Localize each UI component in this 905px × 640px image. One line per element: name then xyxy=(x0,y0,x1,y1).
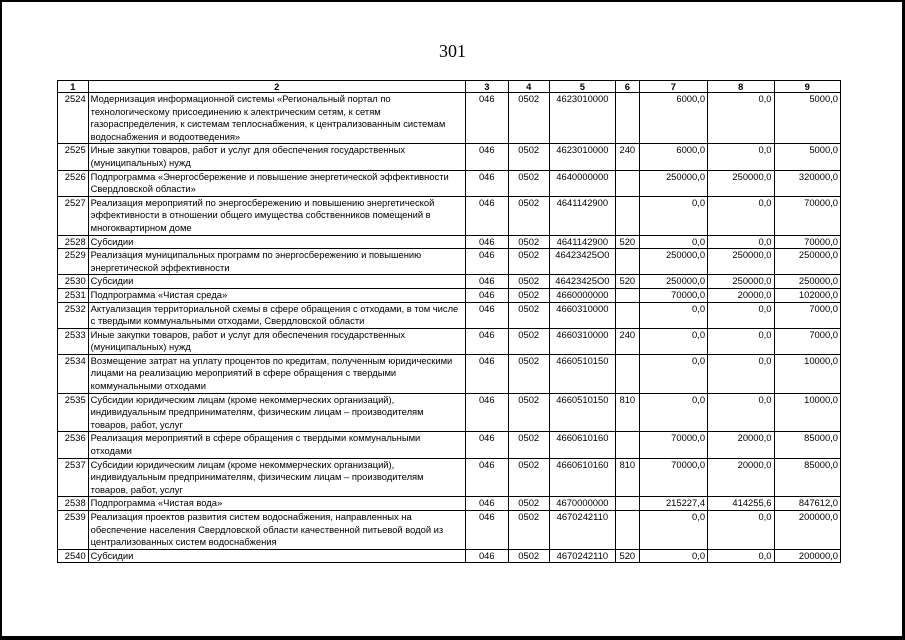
amount-col9: 70000,0 xyxy=(774,196,841,235)
ministry-code: 046 xyxy=(465,549,508,563)
target-article-code: 4623010000 xyxy=(549,93,615,144)
amount-col7: 215227,4 xyxy=(639,497,707,511)
target-article-code: 4623010000 xyxy=(549,144,615,170)
section-code: 0502 xyxy=(508,302,549,328)
amount-col8: 0,0 xyxy=(708,393,774,432)
item-name: Иные закупки товаров, работ и услуг для обеспечения государственных (муниципальных) нужд xyxy=(88,144,465,170)
section-code: 0502 xyxy=(508,511,549,550)
target-article-code: 4670242110 xyxy=(549,511,615,550)
amount-col9: 10000,0 xyxy=(774,354,841,393)
expense-type-code: 810 xyxy=(616,393,640,432)
target-article-code: 4660510150 xyxy=(549,354,615,393)
item-name: Субсидии юридическим лицам (кроме некоммерческих организаций), индивидуальным предпринимателям, физическим лицам – производителям товаров, работ, услуг xyxy=(88,458,465,497)
target-article-code: 4660510150 xyxy=(549,393,615,432)
amount-col7: 0,0 xyxy=(639,354,707,393)
amount-col8: 250000,0 xyxy=(708,170,774,196)
item-name: Субсидии xyxy=(88,549,465,563)
target-article-code: 4660000000 xyxy=(549,288,615,302)
expense-type-code: 240 xyxy=(616,144,640,170)
item-name: Подпрограмма «Чистая среда» xyxy=(88,288,465,302)
amount-col8: 0,0 xyxy=(708,144,774,170)
amount-col9: 5000,0 xyxy=(774,93,841,144)
row-number: 2536 xyxy=(58,432,89,458)
row-number: 2528 xyxy=(58,235,89,249)
item-name: Субсидии xyxy=(88,275,465,289)
amount-col8: 0,0 xyxy=(708,93,774,144)
table-row xyxy=(58,458,841,497)
page-number: 301 xyxy=(439,41,466,61)
amount-col7: 250000,0 xyxy=(639,170,707,196)
amount-col7: 0,0 xyxy=(639,196,707,235)
amount-col7: 250000,0 xyxy=(639,275,707,289)
section-code: 0502 xyxy=(508,328,549,354)
target-article-code: 4660310000 xyxy=(549,302,615,328)
table-row xyxy=(58,497,841,511)
row-number: 2533 xyxy=(58,328,89,354)
table-row xyxy=(58,170,841,196)
row-number: 2525 xyxy=(58,144,89,170)
item-name: Подпрограмма «Чистая вода» xyxy=(88,497,465,511)
amount-col8: 0,0 xyxy=(708,302,774,328)
item-name: Модернизация информационной системы «Региональный портал по технологическому присоединению к электрическим сетям, к сетям газораспределения, к системам теплоснабжения, к централизованным системам водоснабжения и водоотведения» xyxy=(88,93,465,144)
table-row xyxy=(58,354,841,393)
section-code: 0502 xyxy=(508,249,549,275)
target-article-code: 4641142900 xyxy=(549,235,615,249)
header-cell: 3 xyxy=(465,81,508,93)
amount-col8: 0,0 xyxy=(708,549,774,563)
ministry-code: 046 xyxy=(465,511,508,550)
amount-col7: 0,0 xyxy=(639,511,707,550)
expense-type-code: 520 xyxy=(616,549,640,563)
expense-type-code xyxy=(616,354,640,393)
ministry-code: 046 xyxy=(465,288,508,302)
row-number: 2534 xyxy=(58,354,89,393)
header-cell: 8 xyxy=(708,81,774,93)
amount-col7: 0,0 xyxy=(639,235,707,249)
row-number: 2532 xyxy=(58,302,89,328)
header-cell: 5 xyxy=(549,81,615,93)
expense-type-code xyxy=(616,249,640,275)
amount-col8: 20000,0 xyxy=(708,288,774,302)
item-name: Иные закупки товаров, работ и услуг для обеспечения государственных (муниципальных) нужд xyxy=(88,328,465,354)
target-article-code: 4660610160 xyxy=(549,432,615,458)
expense-type-code xyxy=(616,196,640,235)
section-code: 0502 xyxy=(508,288,549,302)
ministry-code: 046 xyxy=(465,93,508,144)
row-number: 2535 xyxy=(58,393,89,432)
expense-type-code xyxy=(616,497,640,511)
row-number: 2538 xyxy=(58,497,89,511)
target-article-code: 4640000000 xyxy=(549,170,615,196)
amount-col8: 250000,0 xyxy=(708,249,774,275)
section-code: 0502 xyxy=(508,497,549,511)
table-header-row xyxy=(58,81,841,93)
table-row xyxy=(58,196,841,235)
ministry-code: 046 xyxy=(465,328,508,354)
section-code: 0502 xyxy=(508,354,549,393)
ministry-code: 046 xyxy=(465,393,508,432)
table-row xyxy=(58,144,841,170)
target-article-code: 4670000000 xyxy=(549,497,615,511)
row-number: 2529 xyxy=(58,249,89,275)
expense-type-code: 240 xyxy=(616,328,640,354)
table-row xyxy=(58,432,841,458)
section-code: 0502 xyxy=(508,432,549,458)
amount-col8: 414255,6 xyxy=(708,497,774,511)
expense-type-code xyxy=(616,302,640,328)
target-article-code: 46423425О0 xyxy=(549,275,615,289)
ministry-code: 046 xyxy=(465,458,508,497)
table-row xyxy=(58,235,841,249)
row-number: 2527 xyxy=(58,196,89,235)
ministry-code: 046 xyxy=(465,170,508,196)
amount-col9: 200000,0 xyxy=(774,549,841,563)
table-row xyxy=(58,549,841,563)
item-name: Актуализация территориальной схемы в сфере обращения с отходами, в том числе с твердыми коммунальными отходами, Свердловской области xyxy=(88,302,465,328)
ministry-code: 046 xyxy=(465,196,508,235)
amount-col9: 85000,0 xyxy=(774,432,841,458)
item-name: Реализация проектов развития систем водоснабжения, направленных на обеспечение населения Свердловской области качественной питьевой водой из централизованных систем водоснабжения xyxy=(88,511,465,550)
header-cell: 7 xyxy=(639,81,707,93)
table-row xyxy=(58,288,841,302)
row-number: 2530 xyxy=(58,275,89,289)
target-article-code: 4660610160 xyxy=(549,458,615,497)
amount-col8: 0,0 xyxy=(708,196,774,235)
row-number: 2526 xyxy=(58,170,89,196)
table-row xyxy=(58,275,841,289)
amount-col8: 0,0 xyxy=(708,511,774,550)
expense-type-code xyxy=(616,511,640,550)
amount-col7: 70000,0 xyxy=(639,432,707,458)
section-code: 0502 xyxy=(508,93,549,144)
page-border-left xyxy=(0,0,2,640)
expense-type-code xyxy=(616,170,640,196)
amount-col7: 0,0 xyxy=(639,302,707,328)
table-row xyxy=(58,328,841,354)
item-name: Субсидии xyxy=(88,235,465,249)
amount-col8: 0,0 xyxy=(708,354,774,393)
item-name: Реализация мероприятий по энергосбережению и повышению энергетической эффективности в отношении общего имущества собственников помещений в многоквартирном доме xyxy=(88,196,465,235)
item-name: Подпрограмма «Энергосбережение и повышение энергетической эффективности Свердловской области» xyxy=(88,170,465,196)
amount-col9: 7000,0 xyxy=(774,302,841,328)
expense-type-code: 520 xyxy=(616,235,640,249)
amount-col7: 0,0 xyxy=(639,393,707,432)
amount-col9: 85000,0 xyxy=(774,458,841,497)
ministry-code: 046 xyxy=(465,144,508,170)
ministry-code: 046 xyxy=(465,432,508,458)
expense-type-code xyxy=(616,432,640,458)
target-article-code: 4670242110 xyxy=(549,549,615,563)
header-cell: 2 xyxy=(88,81,465,93)
ministry-code: 046 xyxy=(465,235,508,249)
item-name: Возмещение затрат на уплату процентов по кредитам, полученным юридическими лицами на реализацию мероприятий в сфере обращения с твердыми коммунальными отходами xyxy=(88,354,465,393)
amount-col7: 250000,0 xyxy=(639,249,707,275)
amount-col9: 70000,0 xyxy=(774,235,841,249)
section-code: 0502 xyxy=(508,458,549,497)
expense-type-code xyxy=(616,93,640,144)
item-name: Реализация муниципальных программ по энергосбережению и повышению энергетической эффективности xyxy=(88,249,465,275)
target-article-code: 46423425О0 xyxy=(549,249,615,275)
expense-type-code xyxy=(616,288,640,302)
section-code: 0502 xyxy=(508,170,549,196)
amount-col8: 20000,0 xyxy=(708,432,774,458)
amount-col7: 0,0 xyxy=(639,328,707,354)
amount-col9: 7000,0 xyxy=(774,328,841,354)
item-name: Субсидии юридическим лицам (кроме некоммерческих организаций), индивидуальным предпринимателям, физическим лицам – производителям товаров, работ, услуг xyxy=(88,393,465,432)
row-number: 2524 xyxy=(58,93,89,144)
header-cell: 1 xyxy=(58,81,89,93)
section-code: 0502 xyxy=(508,393,549,432)
ministry-code: 046 xyxy=(465,302,508,328)
row-number: 2531 xyxy=(58,288,89,302)
amount-col9: 200000,0 xyxy=(774,511,841,550)
ministry-code: 046 xyxy=(465,275,508,289)
target-article-code: 4641142900 xyxy=(549,196,615,235)
expense-type-code: 810 xyxy=(616,458,640,497)
item-name: Реализация мероприятий в сфере обращения с твердыми коммунальными отходами xyxy=(88,432,465,458)
amount-col7: 6000,0 xyxy=(639,144,707,170)
expense-type-code: 520 xyxy=(616,275,640,289)
section-code: 0502 xyxy=(508,275,549,289)
table-row xyxy=(58,393,841,432)
row-number: 2537 xyxy=(58,458,89,497)
row-number: 2539 xyxy=(58,511,89,550)
amount-col9: 5000,0 xyxy=(774,144,841,170)
target-article-code: 4660310000 xyxy=(549,328,615,354)
budget-table xyxy=(57,80,841,563)
amount-col7: 70000,0 xyxy=(639,458,707,497)
amount-col7: 70000,0 xyxy=(639,288,707,302)
table-row xyxy=(58,93,841,144)
amount-col7: 0,0 xyxy=(639,549,707,563)
row-number: 2540 xyxy=(58,549,89,563)
amount-col9: 250000,0 xyxy=(774,249,841,275)
table-row xyxy=(58,249,841,275)
table-row xyxy=(58,302,841,328)
table-row xyxy=(58,511,841,550)
amount-col9: 847612,0 xyxy=(774,497,841,511)
amount-col8: 250000,0 xyxy=(708,275,774,289)
amount-col8: 0,0 xyxy=(708,235,774,249)
amount-col7: 6000,0 xyxy=(639,93,707,144)
header-cell: 4 xyxy=(508,81,549,93)
amount-col8: 0,0 xyxy=(708,328,774,354)
ministry-code: 046 xyxy=(465,249,508,275)
header-cell: 6 xyxy=(616,81,640,93)
ministry-code: 046 xyxy=(465,497,508,511)
amount-col9: 102000,0 xyxy=(774,288,841,302)
section-code: 0502 xyxy=(508,549,549,563)
amount-col8: 20000,0 xyxy=(708,458,774,497)
header-cell: 9 xyxy=(774,81,841,93)
page-border-bottom xyxy=(0,636,905,640)
section-code: 0502 xyxy=(508,144,549,170)
page-border-top xyxy=(0,0,905,2)
section-code: 0502 xyxy=(508,235,549,249)
amount-col9: 320000,0 xyxy=(774,170,841,196)
ministry-code: 046 xyxy=(465,354,508,393)
section-code: 0502 xyxy=(508,196,549,235)
amount-col9: 10000,0 xyxy=(774,393,841,432)
amount-col9: 250000,0 xyxy=(774,275,841,289)
